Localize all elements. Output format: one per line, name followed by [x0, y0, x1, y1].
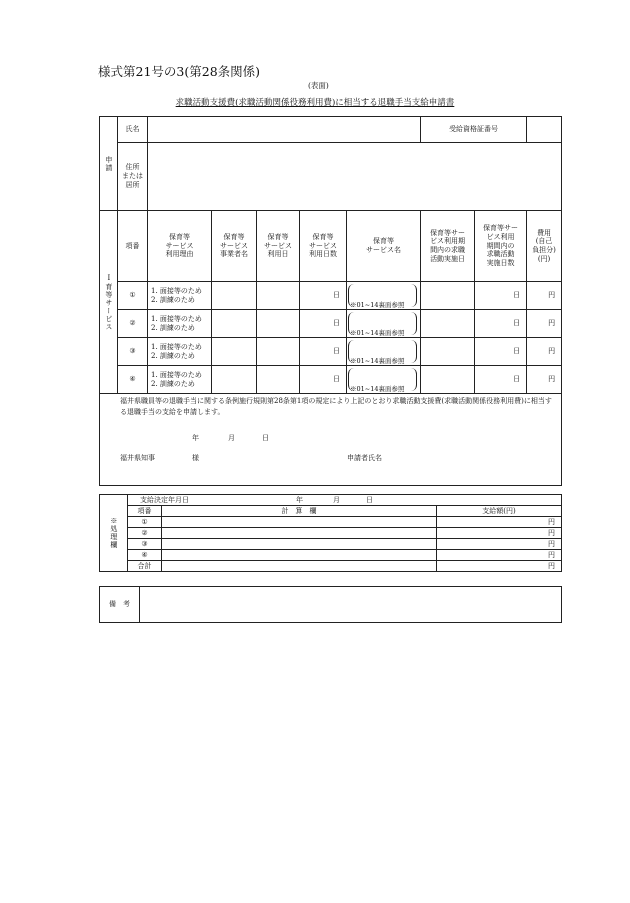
calc-field[interactable]: [162, 550, 437, 561]
item-no-header: 項番: [118, 211, 148, 282]
proc-row: [100, 550, 562, 561]
cert-number-label: 受給資格証番号: [421, 117, 527, 143]
calc-field[interactable]: [162, 528, 437, 539]
honorific: 様: [192, 454, 199, 462]
address-label: 住所 または 居所: [118, 143, 148, 211]
declaration-text: 福井県職員等の退職手当に関する条例施行規則第28条第1項の規定により上記のとおり求職活動支援費(求職活動関係役務利用費)に相当する退職手当の支給を申請します。: [120, 397, 552, 416]
reason-options[interactable]: 1. 面接等のため 2. 訓練のため: [148, 282, 212, 310]
proc-row-number: ④: [128, 550, 162, 561]
row-number: ①: [118, 282, 148, 310]
decision-date-label: 支給決定年月日: [140, 495, 189, 504]
service-name-field[interactable]: ※01~14裏面参照: [347, 338, 421, 366]
reason-options[interactable]: 1. 面接等のため 2. 訓練のため: [148, 310, 212, 338]
remarks-field[interactable]: [140, 587, 562, 623]
activity-days-field[interactable]: 日: [475, 282, 527, 310]
activity-days-header: 保育等サー ビス利用 期間内の 求職活動 実施日数: [475, 211, 527, 282]
provider-field[interactable]: [212, 366, 257, 394]
calc-field[interactable]: [162, 517, 437, 528]
name-label: 氏名: [118, 117, 148, 143]
activity-days-field[interactable]: 日: [475, 310, 527, 338]
service-row: [100, 282, 562, 310]
amount-field[interactable]: 円: [437, 550, 562, 561]
form-number: 様式第21号の3(第28条関係): [98, 64, 261, 79]
cost-field[interactable]: 円: [527, 282, 562, 310]
proc-total-label: 合計: [128, 561, 162, 572]
proc-row-total: [100, 561, 562, 572]
remarks-table: [99, 586, 562, 623]
proc-row-number: ③: [128, 539, 162, 550]
decision-year: 年: [296, 496, 303, 504]
use-date-field[interactable]: [257, 338, 300, 366]
application-table: [99, 116, 562, 486]
activity-date-field[interactable]: [421, 366, 475, 394]
row-number: ②: [118, 310, 148, 338]
use-date-header: 保育等 サービス 利用日: [257, 211, 300, 282]
amount-field[interactable]: 円: [437, 539, 562, 550]
reason-options[interactable]: 1. 面接等のため 2. 訓練のため: [148, 338, 212, 366]
addressee: 福井県知事: [120, 454, 155, 462]
decision-day: 日: [366, 496, 373, 504]
applicant-section-label: 申請: [100, 117, 118, 211]
date-year-label: 年: [192, 434, 199, 442]
row-number: ④: [118, 366, 148, 394]
service-row: [100, 366, 562, 394]
use-date-field[interactable]: [257, 282, 300, 310]
proc-row: [100, 528, 562, 539]
name-field[interactable]: [148, 117, 421, 143]
processing-section-label: ※処理欄: [100, 495, 128, 572]
use-days-field[interactable]: 日: [300, 310, 347, 338]
proc-row-number: ②: [128, 528, 162, 539]
amount-field[interactable]: 円: [437, 517, 562, 528]
service-name-field[interactable]: ※01~14裏面参照: [347, 310, 421, 338]
remarks-label: 備 考: [100, 587, 140, 623]
provider-field[interactable]: [212, 338, 257, 366]
service-name-field[interactable]: ※01~14裏面参照: [347, 366, 421, 394]
cost-field[interactable]: 円: [527, 338, 562, 366]
applicant-name-label: 申請者氏名: [347, 454, 382, 462]
date-month-label: 月: [228, 434, 235, 442]
document-title: 求職活動支援費(求職活動関係役務利用費)に相当する退職手当支給申請書: [175, 98, 455, 108]
service-row: [100, 338, 562, 366]
use-days-field[interactable]: 日: [300, 282, 347, 310]
amount-header: 支給額(円): [437, 506, 562, 517]
row-number: ③: [118, 338, 148, 366]
use-date-field[interactable]: [257, 366, 300, 394]
use-days-header: 保育等 サービス 利用日数: [300, 211, 347, 282]
service-row: [100, 310, 562, 338]
activity-days-field[interactable]: 日: [475, 338, 527, 366]
proc-row: [100, 539, 562, 550]
side-label: (表面): [308, 81, 329, 90]
provider-header: 保育等 サービス 事業者名: [212, 211, 257, 282]
proc-item-header: 項番: [128, 506, 162, 517]
use-days-field[interactable]: 日: [300, 366, 347, 394]
provider-field[interactable]: [212, 310, 257, 338]
reason-options[interactable]: 1. 面接等のため 2. 訓練のため: [148, 366, 212, 394]
activity-date-field[interactable]: [421, 282, 475, 310]
provider-field[interactable]: [212, 282, 257, 310]
use-days-field[interactable]: 日: [300, 338, 347, 366]
processing-table: [99, 494, 562, 572]
calc-header: 計 算 欄: [162, 506, 437, 517]
activity-date-field[interactable]: [421, 310, 475, 338]
proc-row-number: ①: [128, 517, 162, 528]
reason-header: 保育等 サービス 利用理由: [148, 211, 212, 282]
calc-field[interactable]: [162, 561, 437, 572]
cost-field[interactable]: 円: [527, 366, 562, 394]
use-date-field[interactable]: [257, 310, 300, 338]
cost-field[interactable]: 円: [527, 310, 562, 338]
activity-date-field[interactable]: [421, 338, 475, 366]
service-name-header: 保育等 サービス名: [347, 211, 421, 282]
calc-field[interactable]: [162, 539, 437, 550]
date-day-label: 日: [262, 434, 269, 442]
decision-date-row: [128, 495, 562, 506]
address-field[interactable]: [148, 143, 562, 211]
service-name-field[interactable]: ※01~14裏面参照: [347, 282, 421, 310]
activity-date-header: 保育等サー ビス利用期 間内の求職 活動実施日: [421, 211, 475, 282]
cost-header: 費用 (自己 負担分) (円): [527, 211, 562, 282]
proc-row: [100, 517, 562, 528]
cert-number-field[interactable]: [527, 117, 562, 143]
decision-month: 月: [333, 496, 340, 504]
total-amount-field[interactable]: 円: [437, 561, 562, 572]
activity-days-field[interactable]: 日: [475, 366, 527, 394]
declaration-block: [100, 394, 562, 486]
amount-field[interactable]: 円: [437, 528, 562, 539]
service-section-label: Ⅰ育等サービス: [100, 211, 118, 394]
